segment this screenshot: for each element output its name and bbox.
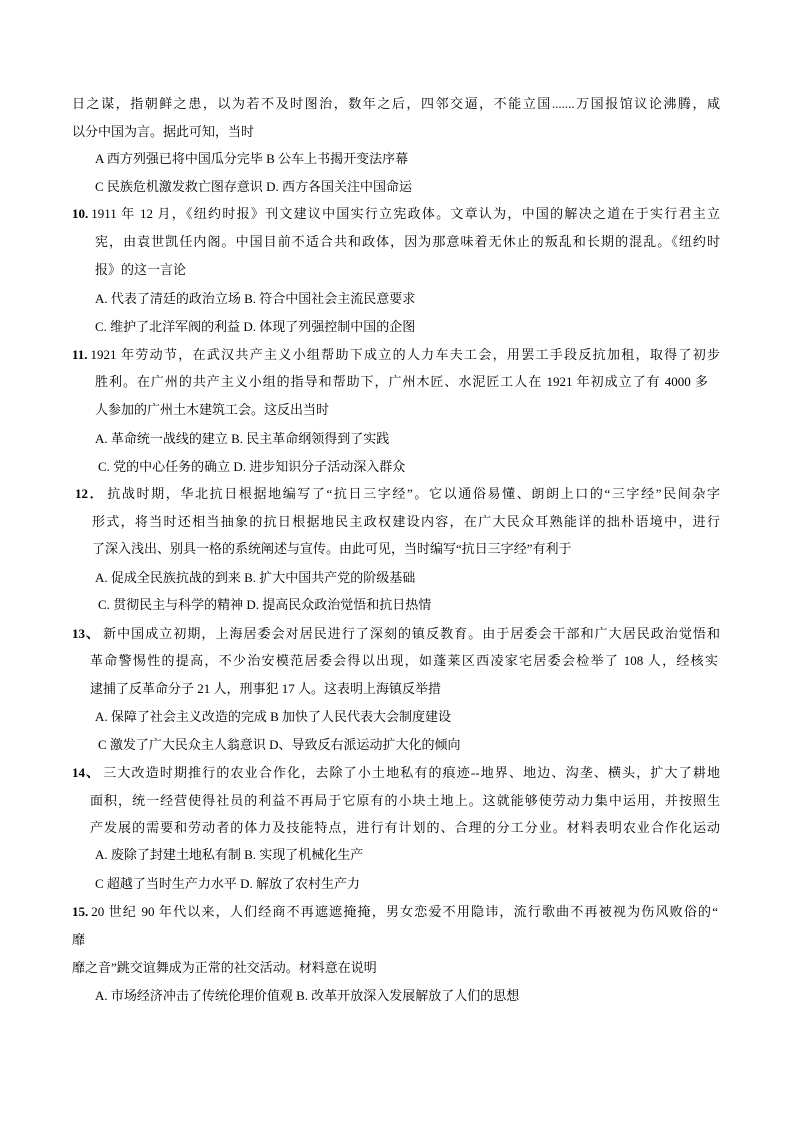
q10-stem-text: 1911 年 12 月，《纽约时报》刊文建议中国实行立宪政体。文章认为，中国的解决之道在于实行君主立 bbox=[91, 206, 720, 221]
q13-options-line bbox=[95, 707, 720, 727]
q14-option-cd: C 超越了当时生产力水平 D. 解放了农村生产力 bbox=[95, 876, 361, 891]
q14-options-line bbox=[95, 845, 720, 865]
q15-number: 15. bbox=[72, 904, 89, 919]
q10-stem-text: 报》的这一言论 bbox=[95, 262, 187, 277]
q15-options-line bbox=[95, 986, 720, 1006]
q9-option-ab: A 西方列强已将中国瓜分完毕 B 公车上书揭开变法序幕 bbox=[95, 151, 409, 166]
q14-options-line bbox=[95, 874, 720, 894]
q11-option-ab: A. 革命统一战线的建立 B. 民主革命纲领得到了实践 bbox=[95, 431, 390, 446]
q11-stem-line bbox=[72, 345, 720, 365]
q9-stem-text: 日之谋，指朝鲜之患，以为若不及时图治，数年之后，四邻交逼，不能立国.......万国报馆议论沸腾，咸 bbox=[72, 96, 720, 111]
q9-stem-line bbox=[72, 122, 720, 142]
q12-stem-text: 抗战时期，华北抗日根据地编写了“抗日三字经”。它以通俗易懂、朗朗上口的“三字经”民间杂字 bbox=[107, 486, 720, 501]
q12-stem-line bbox=[92, 539, 720, 559]
q12-stem-text: 了深入浅出、别具一格的系统阐述与宣传。由此可见，当时编写“抗日三字经”有利于 bbox=[92, 541, 572, 556]
q11-number: 11. bbox=[72, 347, 88, 362]
q10-stem-line bbox=[72, 204, 720, 224]
q13-stem-line bbox=[90, 679, 720, 699]
q14-stem-line bbox=[72, 763, 720, 783]
q13-stem-text: 新中国成立初期，上海居委会对居民进行了深刻的镇反教育。由于居委会干部和广大居民政治觉悟和 bbox=[103, 626, 720, 641]
q15-stem-text: 靡之音”跳交谊舞成为正常的社交活动。材料意在说明 bbox=[72, 960, 377, 975]
q14-stem-text: 面积，统一经营使得社员的利益不再局于它原有的小块土地上。这就能够使劳动力集中运用，并按照生 bbox=[90, 793, 720, 808]
q11-stem-text: 人参加的广州土木建筑工会。这反出当时 bbox=[95, 402, 330, 417]
q12-options-line bbox=[95, 568, 720, 588]
q13-option-ab: A. 保障了社会主义改造的完成 B 加快了人民代表大会制度建设 bbox=[95, 709, 452, 724]
q11-options-line bbox=[95, 429, 720, 449]
q12-option-cd: C. 贯彻民主与科学的精神 D. 提高民众政治觉悟和抗日热情 bbox=[98, 597, 432, 612]
q13-stem-text: 革命警惕性的提高，不少治安模范居委会得以出现，如蓬莱区西凌家宅居委会检举了 108 人，经核实 bbox=[90, 653, 718, 668]
q14-stem-text: 产发展的需要和劳动者的体力及技能特点，进行有计划的、合理的分工分业。材料表明农业合作化运动 bbox=[90, 820, 720, 835]
q12-stem-text: 形式，将当时还相当抽象的抗日根据地民主政权建设内容，在广大民众耳熟能详的拙朴语境中，进行 bbox=[92, 514, 720, 529]
q14-stem-line bbox=[90, 818, 720, 838]
q10-stem-line bbox=[95, 232, 720, 252]
q14-stem-line bbox=[90, 791, 720, 811]
q10-stem-text: 宪，由袁世凯任内阁。中国目前不适合共和政体，因为那意味着无休止的叛乱和长期的混乱。《纽约时 bbox=[95, 234, 720, 249]
q10-option-cd: C. 维护了北洋军阀的利益 D. 体现了列强控制中国的企图 bbox=[95, 319, 416, 334]
q15-stem-line bbox=[72, 958, 720, 978]
q13-options-line bbox=[98, 735, 720, 755]
q11-option-cd: C. 党的中心任务的确立 D. 进步知识分子活动深入群众 bbox=[98, 459, 406, 474]
q15-stem-line bbox=[72, 902, 718, 922]
q11-stem-text: 胜利。在广州的共产主义小组的指导和帮助下，广州木匠、水泥匠工人在 1921 年初成立了有 4000 多 bbox=[95, 374, 708, 389]
q9-stem-line bbox=[72, 94, 720, 114]
q13-number: 13、 bbox=[72, 626, 101, 641]
q10-number: 10. bbox=[72, 206, 89, 221]
q13-stem-text: 逮捕了反革命分子 21 人，刑事犯 17 人。这表明上海镇反举措 bbox=[90, 681, 442, 696]
q9-option-cd: C 民族危机激发救亡图存意识 D. 西方各国关注中国命运 bbox=[95, 179, 413, 194]
q13-stem-line bbox=[72, 624, 720, 644]
q15-stem-text: 20 世纪 90 年代以来，人们经商不再遮遮掩掩，男女恋爱不用隐讳，流行歌曲不再被视为伤风败俗的“ bbox=[91, 904, 718, 919]
q10-options-line bbox=[95, 289, 720, 309]
q13-option-cd: C 激发了广大民众主人翁意识 D、导致反右派运动扩大化的倾向 bbox=[98, 737, 461, 752]
q14-option-ab: A. 废除了封建土地私有制 B. 实现了机械化生产 bbox=[95, 847, 364, 862]
q15-stem-text: 靡 bbox=[72, 932, 86, 947]
q13-stem-line bbox=[90, 651, 718, 671]
q15-option-ab: A. 市场经济冲击了传统伦理价值观 B. 改革开放深入发展解放了人们的思想 bbox=[95, 988, 520, 1003]
q12-option-ab: A. 促成全民族抗战的到来 B. 扩大中国共产党的阶级基础 bbox=[95, 570, 416, 585]
q11-stem-text: 1921 年劳动节，在武汉共产主义小组帮助下成立的人力车夫工会，用罢工手段反抗加租，取得了初步 bbox=[90, 347, 720, 362]
q10-stem-line bbox=[95, 260, 720, 280]
q12-options-line bbox=[98, 595, 720, 615]
q10-options-line bbox=[95, 317, 720, 337]
q9-options-line bbox=[95, 177, 720, 197]
q12-stem-line bbox=[75, 484, 720, 504]
q15-stem-line bbox=[72, 930, 720, 950]
q12-stem-line bbox=[92, 512, 720, 532]
q11-stem-line bbox=[95, 372, 708, 392]
q9-stem-text: 以分中国为言。据此可知，当时 bbox=[72, 124, 255, 139]
q11-stem-line bbox=[95, 400, 720, 420]
q9-options-line bbox=[95, 149, 720, 169]
q11-options-line bbox=[98, 457, 720, 477]
q12-number: 12． bbox=[75, 486, 105, 501]
q14-number: 14、 bbox=[72, 765, 101, 780]
q14-stem-text: 三大改造时期推行的农业合作化，去除了小土地私有的痕迹--地界、地边、沟垄、横头，扩大了耕地 bbox=[103, 765, 720, 780]
q10-option-ab: A. 代表了清廷的政治立场 B. 符合中国社会主流民意要求 bbox=[95, 291, 416, 306]
